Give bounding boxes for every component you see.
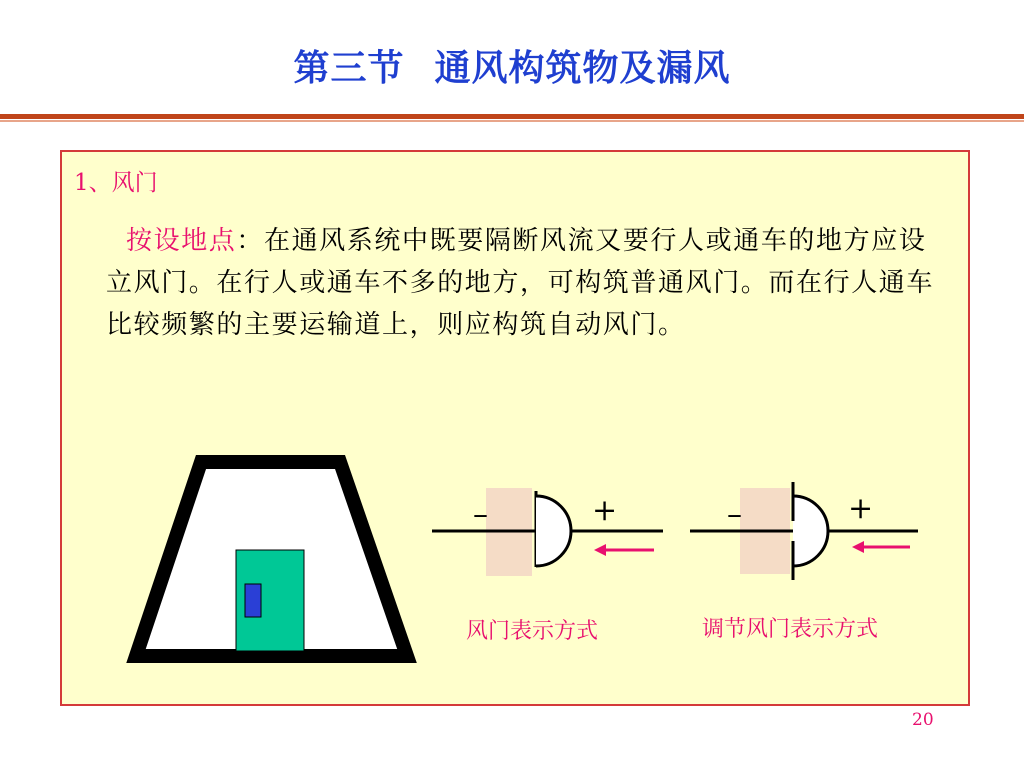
section-heading: 1、风门 bbox=[74, 170, 158, 196]
door-handle bbox=[245, 584, 261, 617]
door-arc bbox=[536, 496, 571, 566]
title-text: 通风构筑物及漏风 bbox=[434, 48, 731, 89]
airflow-arrow-head bbox=[594, 544, 606, 556]
para-keyword: 按设地点 bbox=[126, 226, 237, 256]
para-text: 在通风系统中既要隔断风流又要行人或通车的地方应设立风门。在行人或通车不多的地方，可构筑普通风门。而在行人通车比较频繁的主要运输道上，则应构筑自动风门。 bbox=[106, 226, 935, 340]
plus-sign: + bbox=[592, 493, 618, 528]
title-section: 第三节 bbox=[293, 48, 405, 89]
regulator-minus-sign: – bbox=[727, 497, 742, 532]
regulator-plus-sign: + bbox=[848, 491, 874, 526]
regulator-door-symbol bbox=[690, 482, 918, 580]
regulator-arrow-head bbox=[852, 541, 864, 553]
air-door-symbol bbox=[432, 488, 663, 576]
caption-air-door: 风门表示方式 bbox=[466, 619, 599, 644]
page-number: 20 bbox=[912, 710, 934, 730]
regulator-arc bbox=[793, 496, 828, 566]
caption-regulator-door: 调节风门表示方式 bbox=[702, 617, 879, 642]
minus-sign: – bbox=[473, 497, 488, 532]
para-colon: ： bbox=[236, 226, 265, 256]
tunnel-door-figure bbox=[136, 462, 407, 656]
